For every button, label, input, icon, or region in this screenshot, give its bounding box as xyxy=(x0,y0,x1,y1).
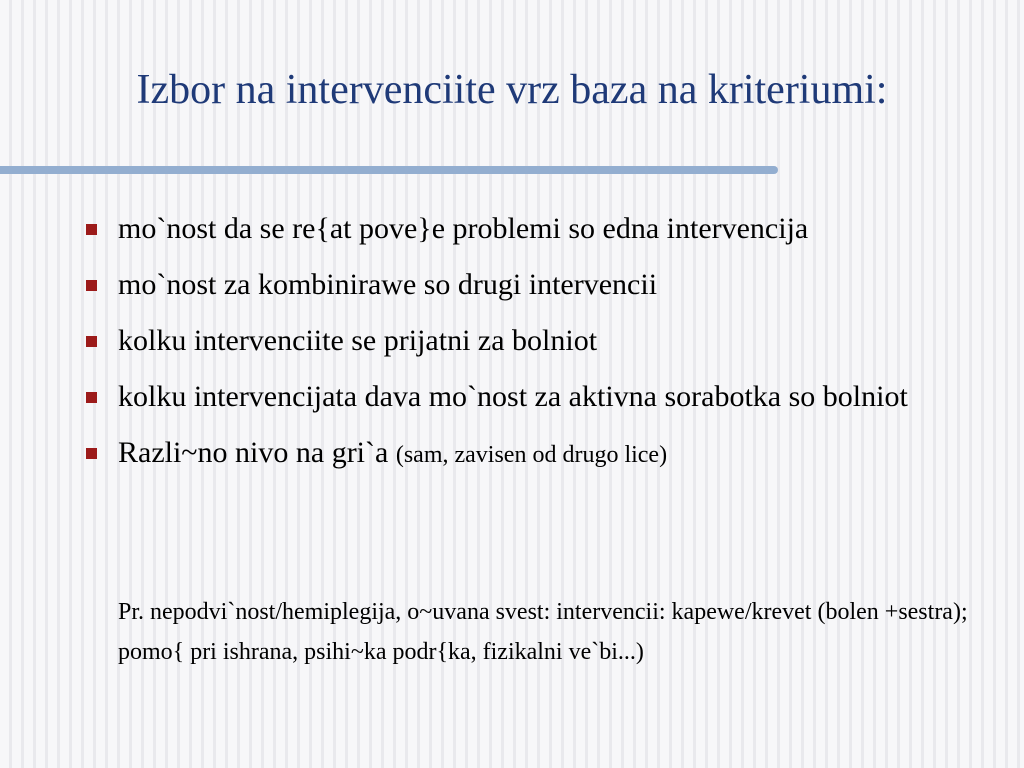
bullet-text: mo`nost za kombinirawe so drugi intervencii xyxy=(118,268,658,301)
square-bullet-icon xyxy=(86,224,97,235)
bullet-text: mo`nost da se re{at pove}e problemi so edna intervencija xyxy=(118,212,809,245)
square-bullet-icon xyxy=(86,392,97,403)
bullet-item xyxy=(80,376,1010,418)
bullet-text: kolku intervenciite se prijatni za bolniot xyxy=(118,324,598,357)
bullet-item xyxy=(80,432,1010,476)
slide-title: Izbor na intervenciite vrz baza na kriteriumi: xyxy=(136,67,888,113)
example-text: Pr. nepodvi`nost/hemiplegija, o~uvana svest: intervencii: kapewe/krevet (bolen +sestra); pomo{ pri ishrana, psihi~ka podr{ka, fizikalni ve`bi...) xyxy=(118,599,968,665)
bullet-list xyxy=(80,208,1010,490)
bullet-item xyxy=(80,320,1010,362)
square-bullet-icon xyxy=(86,336,97,347)
square-bullet-icon xyxy=(86,280,97,291)
square-bullet-icon xyxy=(86,448,97,459)
bullet-note: (sam, zavisen od drugo lice) xyxy=(395,442,668,468)
bullet-item xyxy=(80,208,1010,250)
title-divider xyxy=(0,166,778,174)
bullet-item xyxy=(80,264,1010,306)
bullet-text: kolku intervencijata dava mo`nost za aktivna sorabotka so bolniot xyxy=(118,380,908,413)
bullet-text: Razli~no nivo na gri`a xyxy=(118,436,396,469)
